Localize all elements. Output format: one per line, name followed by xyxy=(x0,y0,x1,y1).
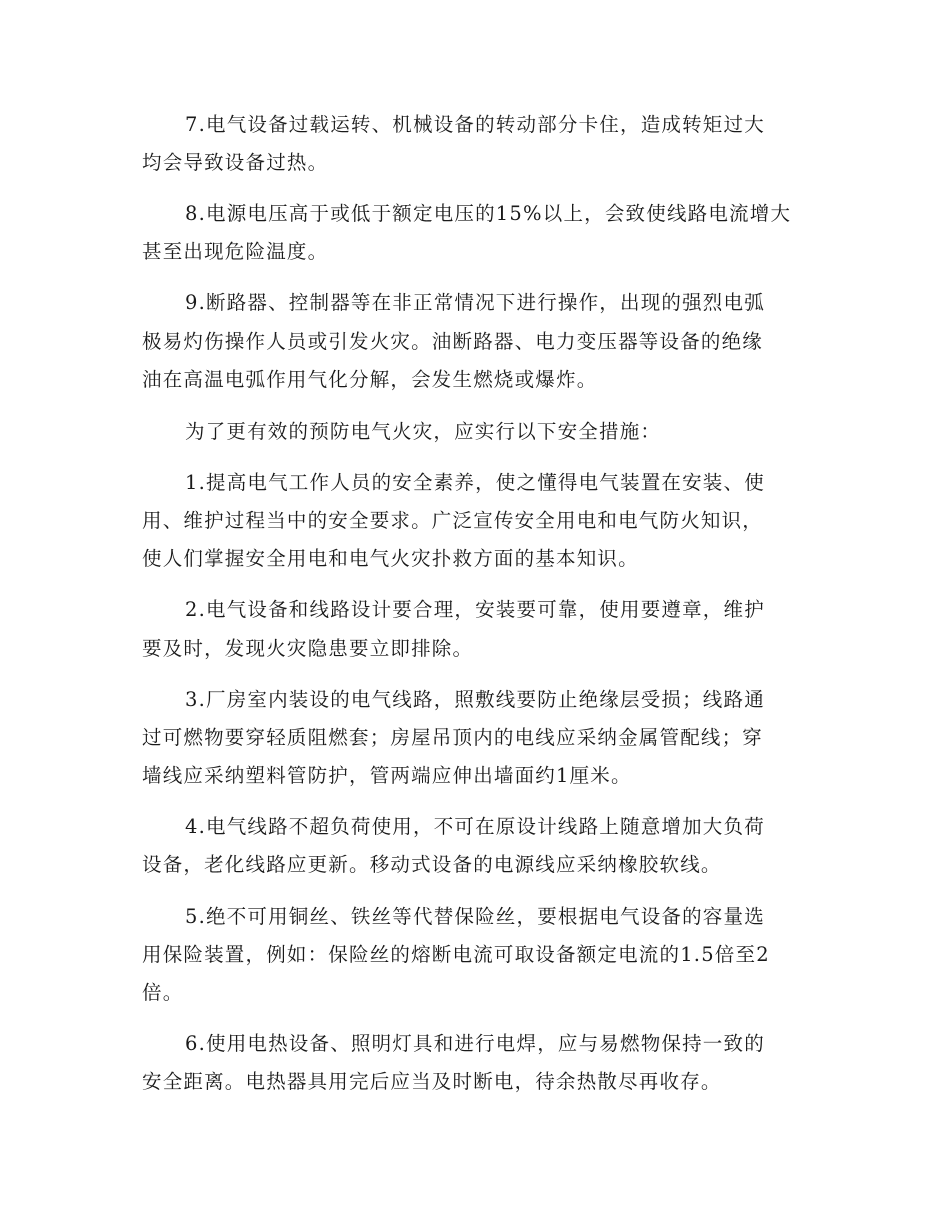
paragraph-9-line-3: 油在高温电弧作用气化分解，会发生燃烧或爆炸。 xyxy=(142,368,598,391)
measure-3-line-3: 墙线应采纳塑料管防护，管两端应伸出墙面约1厘米。 xyxy=(142,764,632,787)
measure-4-line-2: 设备，老化线路应更新。移动式设备的电源线应采纳橡胶软线。 xyxy=(142,853,722,876)
paragraph-7-line-2: 均会导致设备过热。 xyxy=(142,151,329,174)
measure-6-line-1: 6.使用电热设备、照明灯具和进行电焊，应与易燃物保持一致的 xyxy=(185,1032,765,1055)
measures-intro: 为了更有效的预防电气火灾，应实行以下安全措施： xyxy=(185,420,662,443)
paragraph-8-line-2: 甚至出现危险温度。 xyxy=(142,240,329,263)
measure-3-line-1: 3.厂房室内装设的电气线路，照敷线要防止绝缘层受损；线路通 xyxy=(185,688,765,711)
measure-4-line-1: 4.电气线路不超负荷使用，不可在原设计线路上随意增加大负荷 xyxy=(185,815,765,838)
measure-3-line-2: 过可燃物要穿轻质阻燃套；房屋吊顶内的电线应采纳金属管配线；穿 xyxy=(142,726,764,749)
paragraph-8-line-1: 8.电源电压高于或低于额定电压的15%以上，会致使线路电流增大 xyxy=(185,202,792,225)
measure-2-line-2: 要及时，发现火灾隐患要立即排除。 xyxy=(142,637,474,660)
paragraph-9-line-2: 极易灼伤操作人员或引发火灾。油断路器、电力变压器等设备的绝缘 xyxy=(142,330,764,353)
measure-1-line-3: 使人们掌握安全用电和电气火灾扑救方面的基本知识。 xyxy=(142,547,639,570)
paragraph-7-line-1: 7.电气设备过载运转、机械设备的转动部分卡住，造成转矩过大 xyxy=(185,113,765,136)
measure-6-line-2: 安全距离。电热器具用完后应当及时断电，待余热散尽再收存。 xyxy=(142,1070,722,1093)
measure-1-line-1: 1.提高电气工作人员的安全素养，使之懂得电气装置在安装、使 xyxy=(185,471,765,494)
measure-1-line-2: 用、维护过程当中的安全要求。广泛宣传安全用电和电气防火知识， xyxy=(142,509,764,532)
measure-5-line-3: 倍。 xyxy=(142,981,184,1004)
measure-5-line-2: 用保险装置，例如：保险丝的熔断电流可取设备额定电流的1.5倍至2 xyxy=(142,943,770,966)
measure-5-line-1: 5.绝不可用铜丝、铁丝等代替保险丝，要根据电气设备的容量选 xyxy=(185,905,765,928)
measure-2-line-1: 2.电气设备和线路设计要合理，安装要可靠，使用要遵章，维护 xyxy=(185,598,765,621)
paragraph-9-line-1: 9.断路器、控制器等在非正常情况下进行操作，出现的强烈电弧 xyxy=(185,291,765,314)
